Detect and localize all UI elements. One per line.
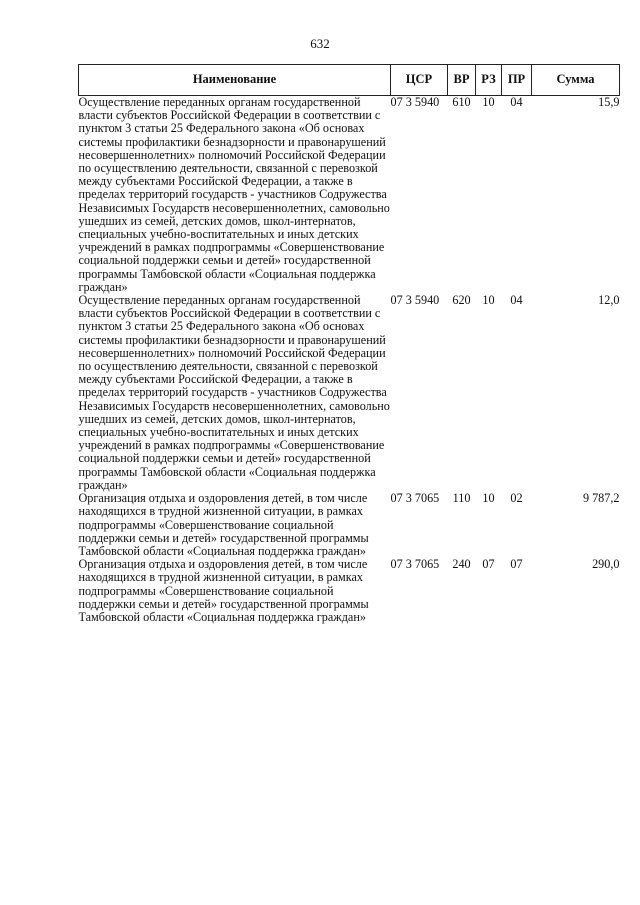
- row-name: Организация отдыха и оздоровления детей, в том числе находящихся в трудной жизненной ситуации, в рамках подпрограммы «Совершенствование социальной поддержки семьи и детей» государственной программы Тамбовской области «Социальная поддержка граждан»: [78, 491, 369, 558]
- row-rz: 10: [482, 95, 495, 109]
- row-csr: 07 3 7065: [390, 491, 440, 506]
- row-pr: 04: [510, 293, 523, 308]
- row-sum: 9 787,2: [582, 491, 620, 506]
- row-pr: 07: [510, 557, 523, 572]
- row-vr: 620: [452, 293, 471, 308]
- row-pr: 04: [510, 95, 523, 109]
- header-rz: РЗ: [476, 65, 502, 96]
- table-row: [79, 96, 620, 295]
- budget-table: [78, 64, 620, 624]
- row-name: Осуществление переданных органам государственной власти субъектов Российской Федерации в соответствии с пунктом 3 статьи 25 Федерального закона «Об основах системы профилактики безнадзорности и правонарушений несовершеннолетних» полномочий Российской Федерации по осуществлению деятельности, связанной с перевозкой между субъектами Российской Федерации, а также в пределах территорий государств - участников Содружества Независимых Государств несовершеннолетних, самовольно ушедших из семей, детских домов, школ-интернатов, специальных учебно-воспитательных и иных детских учреждений в рамках подпрограммы «Совершенствование социальной поддержки семьи и детей» государственной программы Тамбовской области «Социальная поддержка граждан»: [78, 95, 390, 294]
- table-row: [79, 558, 620, 624]
- row-csr: 07 3 7065: [390, 557, 440, 572]
- row-sum: 290,0: [592, 557, 620, 572]
- row-rz: 07: [482, 557, 495, 572]
- row-rz: 10: [482, 293, 495, 308]
- row-csr: 07 3 5940: [390, 293, 440, 308]
- header-name: Наименование: [79, 65, 391, 96]
- row-name: Осуществление переданных органам государственной власти субъектов Российской Федерации в соответствии с пунктом 3 статьи 25 Федерального закона «Об основах системы профилактики безнадзорности и правонарушений несовершеннолетних» полномочий Российской Федерации по осуществлению деятельности, связанной с перевозкой между субъектами Российской Федерации, а также в пределах территорий государств - участников Содружества Независимых Государств несовершеннолетних, самовольно ушедших из семей, детских домов, школ-интернатов, специальных учебно-воспитательных и иных детских учреждений в рамках подпрограммы «Совершенствование социальной поддержки семьи и детей» государственной программы Тамбовской области «Социальная поддержка граждан»: [78, 293, 390, 492]
- row-vr: 610: [452, 95, 471, 109]
- row-pr: 02: [510, 491, 523, 506]
- row-sum: 12,0: [598, 293, 620, 308]
- row-csr: 07 3 5940: [390, 95, 440, 109]
- table-header-row: [79, 65, 620, 96]
- header-vr: ВР: [448, 65, 476, 96]
- header-pr: ПР: [502, 65, 532, 96]
- table-row: [79, 492, 620, 558]
- header-sum: Сумма: [532, 65, 620, 96]
- page-number: 632: [310, 36, 330, 51]
- table-row: [79, 294, 620, 492]
- row-sum: 15,9: [598, 95, 620, 109]
- header-csr: ЦСР: [391, 65, 448, 96]
- row-name: Организация отдыха и оздоровления детей, в том числе находящихся в трудной жизненной ситуации, в рамках подпрограммы «Совершенствование социальной поддержки семьи и детей» государственной программы Тамбовской области «Социальная поддержка граждан»: [78, 557, 369, 624]
- row-vr: 110: [452, 491, 471, 506]
- row-rz: 10: [482, 491, 495, 506]
- row-vr: 240: [452, 557, 471, 572]
